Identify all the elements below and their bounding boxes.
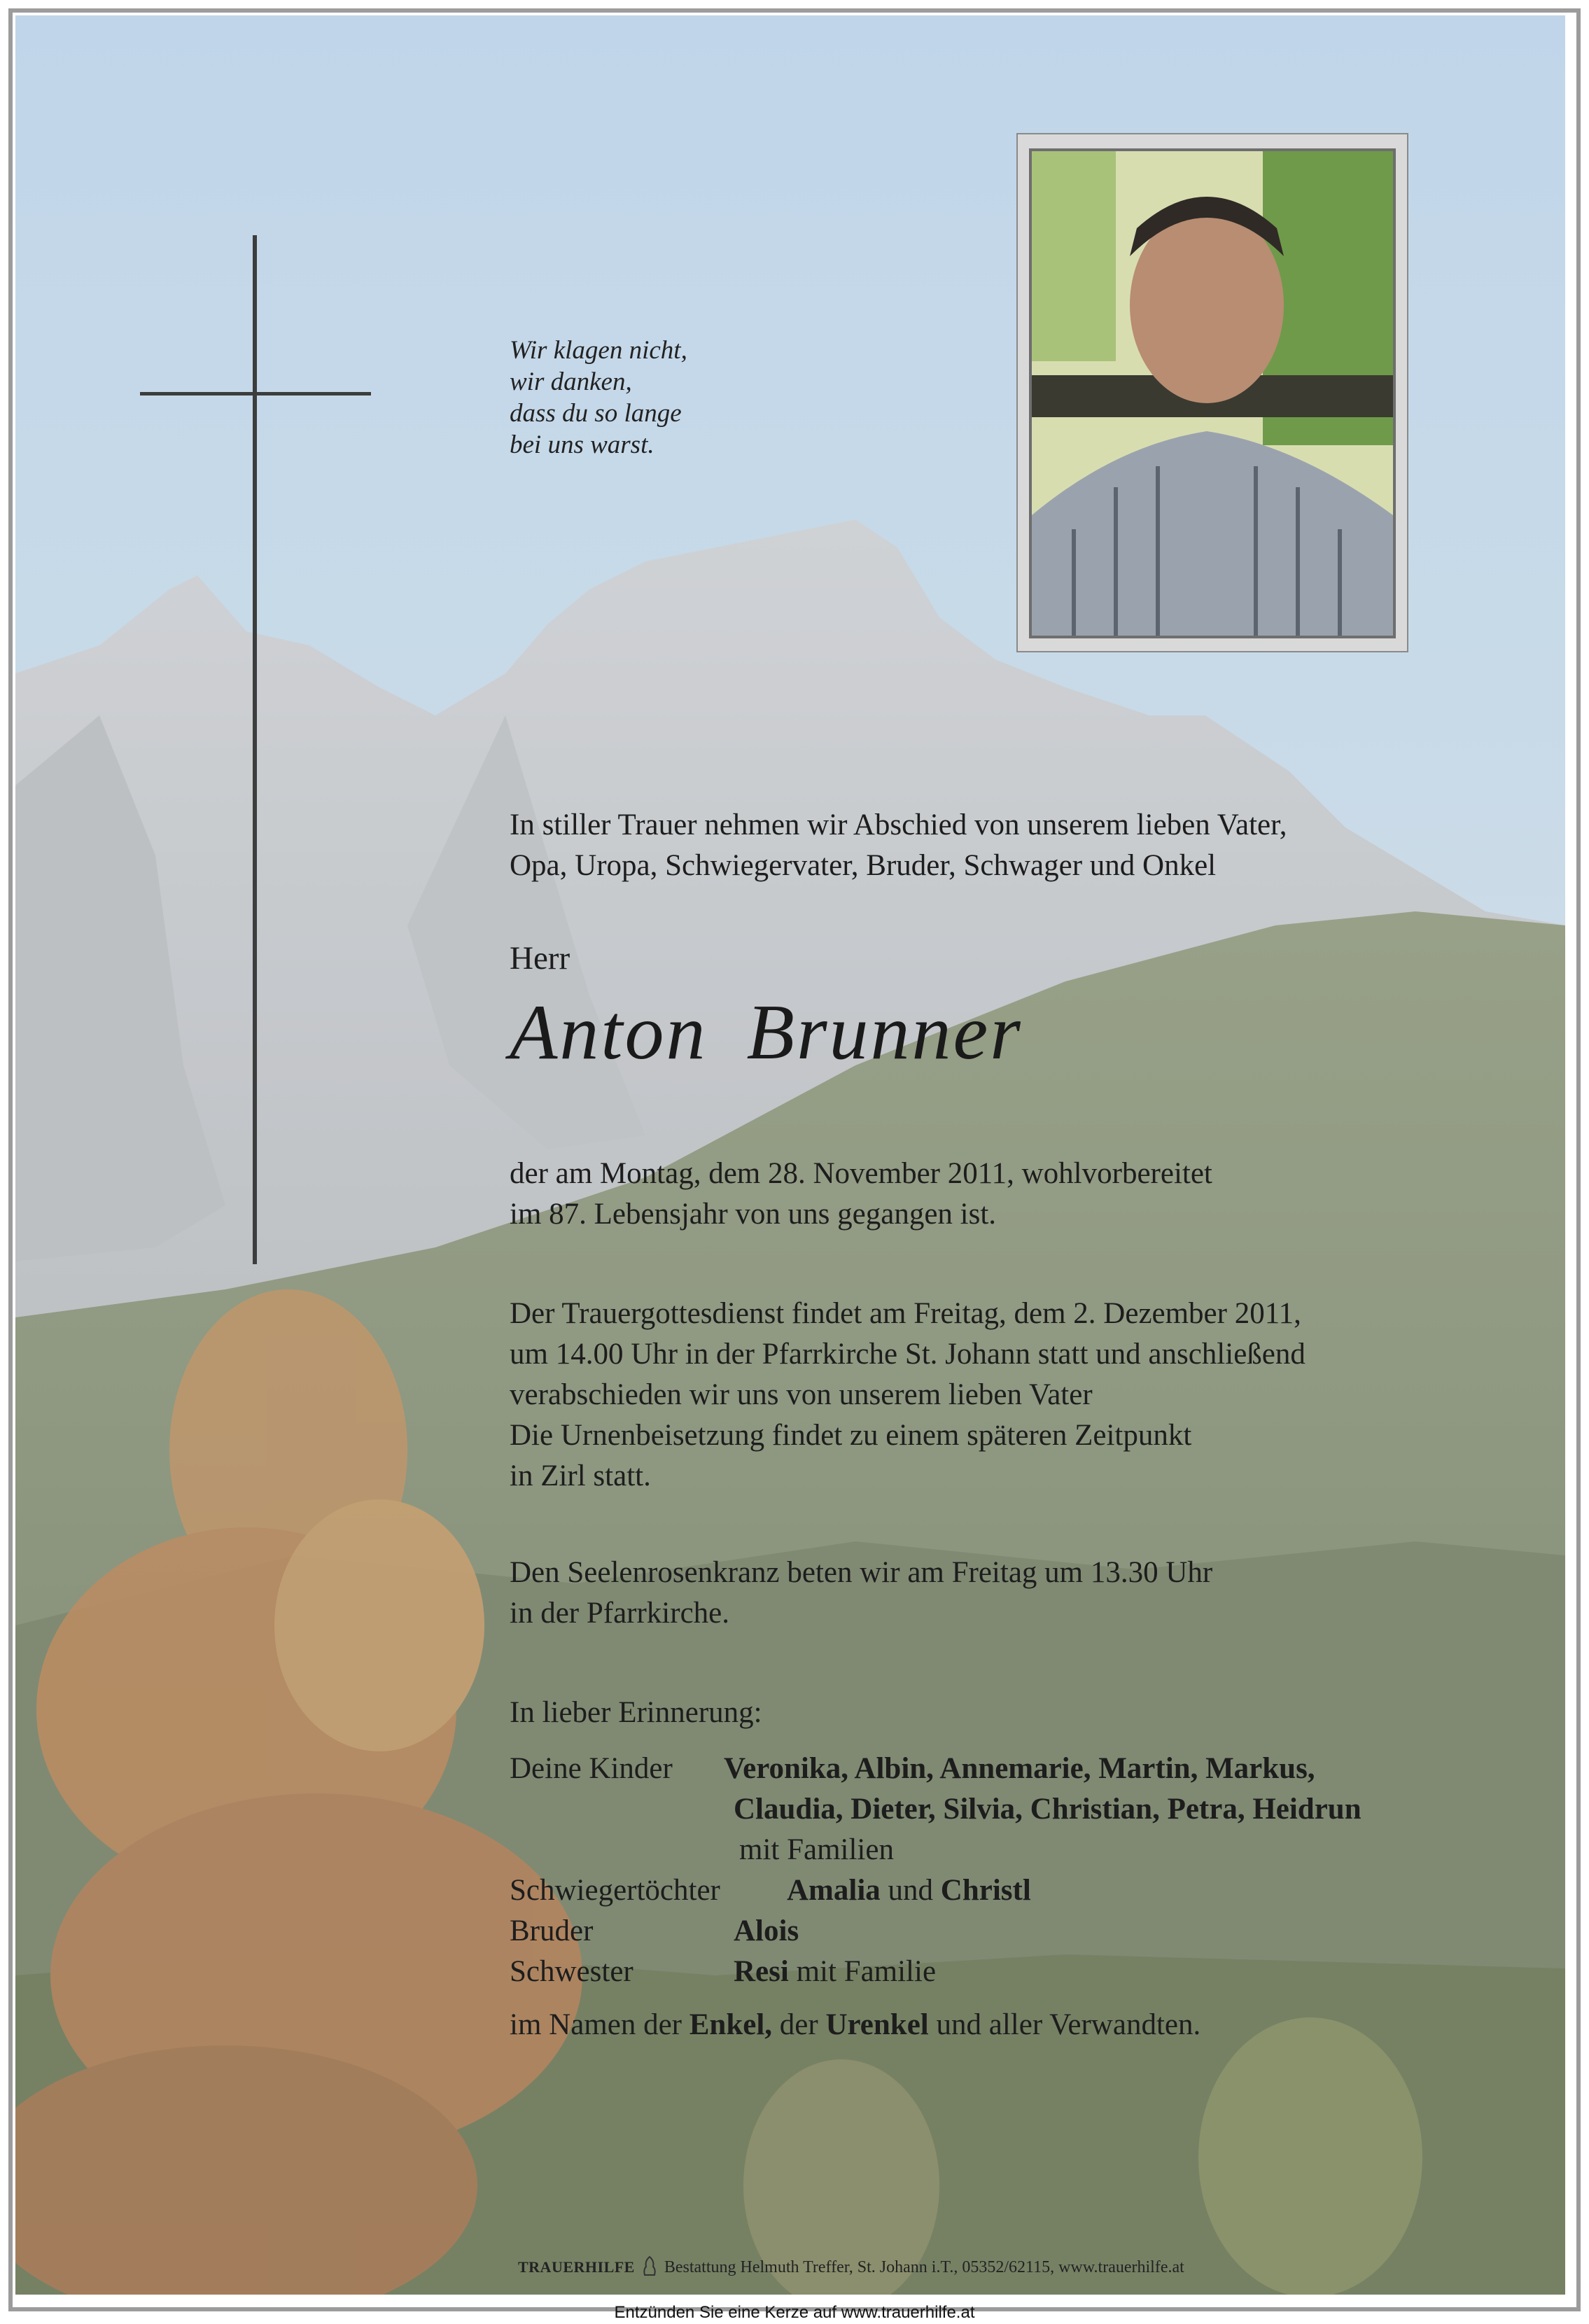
- death-notice-line: der am Montag, dem 28. November 2011, wohlvorbereitet: [510, 1157, 1212, 1190]
- first-name: Anton: [510, 989, 708, 1076]
- sister-label: Schwester: [510, 1955, 634, 1988]
- brother-name: Alois: [734, 1914, 799, 1947]
- relatives-children-cont: [734, 1789, 1362, 1830]
- inlaw-name-1: Amalia: [787, 1874, 881, 1907]
- relatives-brother: [510, 1911, 799, 1952]
- sister-name: Resi: [734, 1955, 789, 1988]
- children-suffix: mit Familien: [739, 1833, 894, 1866]
- service-line: verabschieden wir uns von unserem lieben Vater: [510, 1378, 1093, 1411]
- service-line: in Zirl statt.: [510, 1460, 651, 1492]
- closing-mid: der: [779, 2008, 818, 2041]
- footer-text: Bestattung Helmuth Treffer, St. Johann i.T., 05352/62115, www.trauerhilfe.at: [664, 2258, 1184, 2277]
- rosary-notice: [510, 1553, 1212, 1634]
- children-names-1: Veronika, Albin, Annemarie, Martin, Markus,: [724, 1752, 1315, 1785]
- memory-heading: In lieber Erinnerung:: [510, 1696, 762, 1729]
- inlaws-label: Schwiegertöchter: [510, 1874, 720, 1907]
- relatives-sister: [510, 1952, 936, 1992]
- brother-label: Bruder: [510, 1914, 594, 1947]
- motto: [510, 335, 687, 461]
- motto-line: dass du so lange: [510, 399, 682, 428]
- death-notice: [510, 1154, 1212, 1235]
- service-line: Die Urnenbeisetzung findet zu einem späteren Zeitpunkt: [510, 1419, 1192, 1452]
- motto-line: Wir klagen nicht,: [510, 336, 687, 365]
- motto-line: bei uns warst.: [510, 430, 654, 459]
- intro-line: Opa, Uropa, Schwiegervater, Bruder, Schwager und Onkel: [510, 849, 1217, 882]
- sister-suffix: mit Familie: [796, 1955, 937, 1988]
- closing-enkel: Enkel,: [689, 2008, 773, 2041]
- service-line: Der Trauergottesdienst findet am Freitag, dem 2. Dezember 2011,: [510, 1297, 1301, 1330]
- motto-line: wir danken,: [510, 368, 632, 396]
- candle-link[interactable]: Entzünden Sie eine Kerze auf www.trauerhilfe.at: [614, 2303, 975, 2322]
- cross-vertical-bar: [253, 235, 257, 1264]
- footer-brand: TRAUERHILFE: [518, 2258, 635, 2276]
- portrait-photo: [1029, 148, 1396, 638]
- inlaw-and: und: [888, 1874, 934, 1907]
- deceased-name: [510, 987, 1062, 1078]
- portrait-image: [1032, 151, 1393, 636]
- rosary-line: in der Pfarrkirche.: [510, 1597, 729, 1630]
- closing-post: und aller Verwandten.: [936, 2008, 1201, 2041]
- children-label: Deine Kinder: [510, 1752, 673, 1785]
- rosary-line: Den Seelenrosenkranz beten wir am Freitag um 13.30 Uhr: [510, 1556, 1213, 1589]
- inlaw-name-2: Christl: [940, 1874, 1031, 1907]
- children-names-2: Claudia, Dieter, Silvia, Christian, Petra, Heidrun: [734, 1793, 1362, 1826]
- closing-line: [510, 2005, 1200, 2045]
- intro-text: [510, 805, 1287, 886]
- relatives-inlaws: [510, 1870, 1031, 1911]
- intro-line: In stiller Trauer nehmen wir Abschied von unserem lieben Vater,: [510, 808, 1287, 841]
- angel-logo-icon: [642, 2255, 657, 2281]
- closing-urenkel: Urenkel: [825, 2008, 929, 2041]
- closing-pre: im Namen der: [510, 2008, 682, 2041]
- cross-horizontal-bar: [140, 392, 371, 396]
- footer: [518, 2255, 1184, 2281]
- relatives-children: [510, 1749, 1315, 1789]
- last-name: Brunner: [746, 989, 1023, 1076]
- death-notice-line: im 87. Lebensjahr von uns gegangen ist.: [510, 1198, 997, 1231]
- service-line: um 14.00 Uhr in der Pfarrkirche St. Johann statt und anschließend: [510, 1338, 1306, 1371]
- salutation: Herr: [510, 940, 570, 976]
- funeral-service: [510, 1294, 1306, 1497]
